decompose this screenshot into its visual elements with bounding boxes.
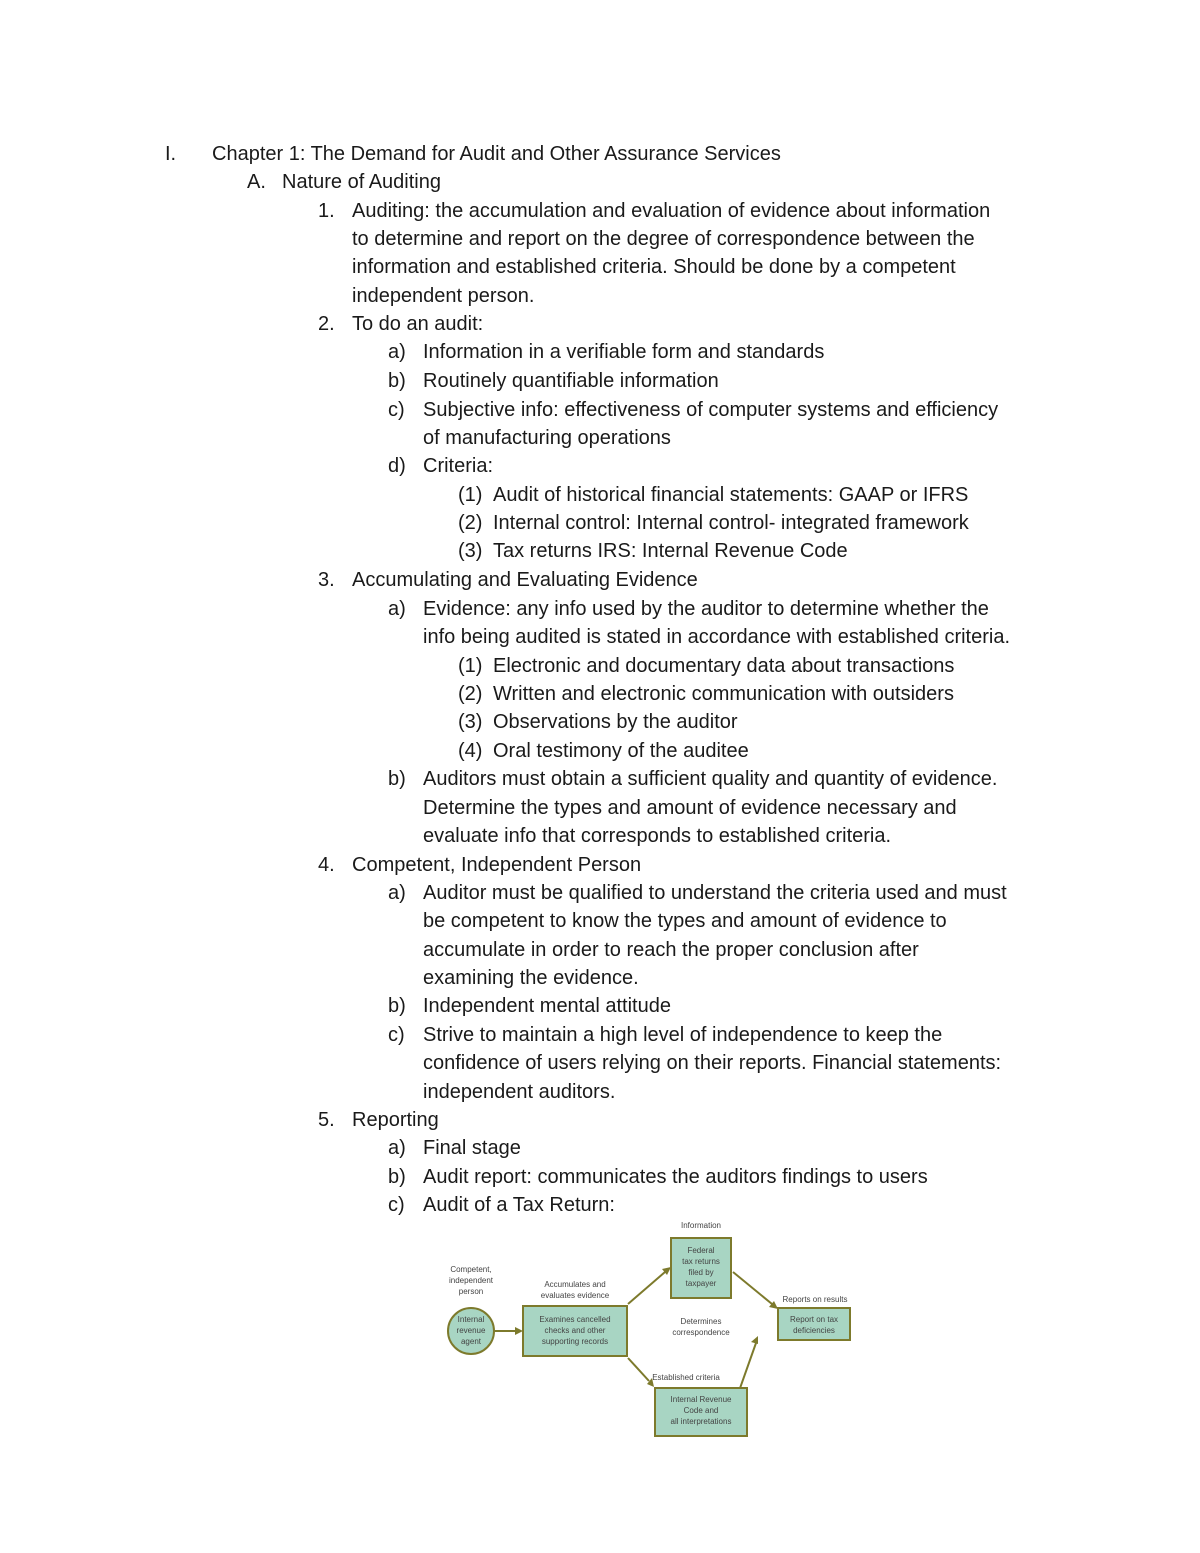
roman-marker: I. — [165, 143, 177, 165]
criteria-label: Established criteria — [652, 1373, 720, 1382]
report-node — [778, 1308, 850, 1340]
item4b-marker: b) — [388, 995, 406, 1017]
item2d-sub-marker: (1) — [458, 484, 483, 506]
item2-marker: 2. — [318, 313, 335, 335]
information-node-line: Federal — [687, 1246, 715, 1255]
item2a-marker: a) — [388, 341, 406, 363]
item3a-sub-text: Electronic and documentary data about transactions — [493, 655, 955, 677]
item3b-line: Determine the types and amount of evidence necessary and — [423, 797, 957, 819]
item4c-line: confidence of users relying on their reports. Financial statements: — [423, 1052, 1002, 1074]
item2d-text: Criteria: — [423, 455, 494, 477]
agent-node-line: revenue — [456, 1326, 486, 1335]
item2b-text: Routinely quantifiable information — [423, 370, 719, 392]
item2d-sub-text: Audit of historical financial statements: GAAP or IFRS — [493, 484, 969, 506]
information-node-line: tax returns — [682, 1257, 720, 1266]
item3b-line: Auditors must obtain a sufficient quality and quantity of evidence. — [423, 768, 998, 790]
item5c-marker: c) — [388, 1194, 405, 1216]
item2d-marker: d) — [388, 455, 406, 477]
criteria-node-line: all interpretations — [670, 1417, 732, 1426]
criteria-node-line: Code and — [683, 1406, 719, 1415]
item3a-line: Evidence: any info used by the auditor to determine whether the — [423, 598, 989, 620]
item1-marker: 1. — [318, 200, 335, 222]
item3b-marker: b) — [388, 768, 406, 790]
accumulate-label-line: evaluates evidence — [540, 1291, 610, 1300]
item3a-sub-marker: (2) — [458, 683, 483, 705]
item2c-marker: c) — [388, 399, 405, 421]
agent-node-line: agent — [460, 1337, 482, 1346]
section-marker: A. — [247, 171, 266, 193]
item4a-line: be competent to know the types and amount of evidence to — [423, 910, 947, 932]
item3a-sub-marker: (3) — [458, 711, 483, 733]
item3a-marker: a) — [388, 598, 406, 620]
determine-label-line: correspondence — [672, 1328, 730, 1337]
determine-label-line: Determines — [680, 1317, 722, 1326]
item3a-sub-text: Written and electronic communication with outsiders — [493, 683, 954, 705]
item2c-line: of manufacturing operations — [423, 427, 671, 449]
item2c-line: Subjective info: effectiveness of computer systems and efficiency — [423, 399, 999, 421]
accumulate-label-line: Accumulates and — [544, 1280, 606, 1289]
item5-title: Reporting — [352, 1109, 439, 1131]
item2d-sub-marker: (3) — [458, 540, 483, 562]
item5a-text: Final stage — [423, 1137, 521, 1159]
item4a-line: Auditor must be qualified to understand the criteria used and must — [423, 882, 1007, 904]
item5a-marker: a) — [388, 1137, 406, 1159]
item4-marker: 4. — [318, 854, 335, 876]
item5b-marker: b) — [388, 1166, 406, 1188]
item4b-text: Independent mental attitude — [423, 995, 671, 1017]
item3a-line: info being audited is stated in accordance with established criteria. — [423, 626, 1011, 648]
arrow-information-to-report — [733, 1272, 772, 1304]
item3a-sub-marker: (1) — [458, 655, 483, 677]
report-node-line: Report on tax — [789, 1315, 839, 1324]
person-label-line: independent — [448, 1276, 494, 1285]
item4a-marker: a) — [388, 882, 406, 904]
person-label-line: Competent, — [450, 1265, 492, 1274]
item2d-sub-text: Tax returns IRS: Internal Revenue Code — [493, 540, 848, 562]
item1-line: to determine and report on the degree of correspondence between the — [352, 228, 975, 250]
information-node-line: taxpayer — [685, 1279, 717, 1288]
item5b-text: Audit report: communicates the auditors findings to users — [423, 1166, 928, 1188]
item4c-marker: c) — [388, 1024, 405, 1046]
report-label: Reports on results — [782, 1295, 848, 1304]
item3a-sub-marker: (4) — [458, 740, 483, 762]
arrow-head — [515, 1327, 523, 1335]
item3-title: Accumulating and Evaluating Evidence — [352, 569, 698, 591]
item3-marker: 3. — [318, 569, 335, 591]
arrow-head — [751, 1336, 758, 1344]
evidence-node-line: supporting records — [541, 1337, 609, 1346]
item2d-sub-text: Internal control: Internal control- integrated framework — [493, 512, 969, 534]
person-label-line: person — [458, 1287, 484, 1296]
item2d-sub-marker: (2) — [458, 512, 483, 534]
item2b-marker: b) — [388, 370, 406, 392]
item1-line: independent person. — [352, 285, 535, 307]
information-label: Information — [680, 1221, 722, 1230]
evidence-node-line: checks and other — [544, 1326, 606, 1335]
evidence-node-line: Examines cancelled — [539, 1315, 611, 1324]
item3a-sub-text: Oral testimony of the auditee — [493, 740, 749, 762]
item2-title: To do an audit: — [352, 313, 484, 335]
item3b-line: evaluate info that corresponds to established criteria. — [423, 825, 892, 847]
tax-audit-diagram — [443, 1218, 855, 1440]
criteria-node-line: Internal Revenue — [670, 1395, 732, 1404]
item1-line: information and established criteria. Should be done by a competent — [352, 256, 956, 278]
report-node-line: deficiencies — [793, 1326, 835, 1335]
item4-title: Competent, Independent Person — [352, 854, 642, 876]
item4a-line: examining the evidence. — [423, 967, 639, 989]
item4c-line: Strive to maintain a high level of independence to keep the — [423, 1024, 943, 1046]
agent-node-line: Internal — [457, 1315, 485, 1324]
item1-line: Auditing: the accumulation and evaluation of evidence about information — [352, 200, 991, 222]
section-title: Nature of Auditing — [282, 171, 441, 193]
item3a-sub-text: Observations by the auditor — [493, 711, 738, 733]
chapter-title: Chapter 1: The Demand for Audit and Other Assurance Services — [212, 143, 781, 165]
item5-marker: 5. — [318, 1109, 335, 1131]
item5c-text: Audit of a Tax Return: — [423, 1194, 615, 1216]
information-node-line: filed by — [688, 1268, 714, 1277]
arrow-evidence-to-criteria — [628, 1358, 649, 1381]
item4c-line: independent auditors. — [423, 1081, 616, 1103]
item4a-line: accumulate in order to reach the proper conclusion after — [423, 939, 919, 961]
item2a-text: Information in a verifiable form and standards — [423, 341, 825, 363]
arrow-evidence-to-information — [628, 1272, 665, 1304]
